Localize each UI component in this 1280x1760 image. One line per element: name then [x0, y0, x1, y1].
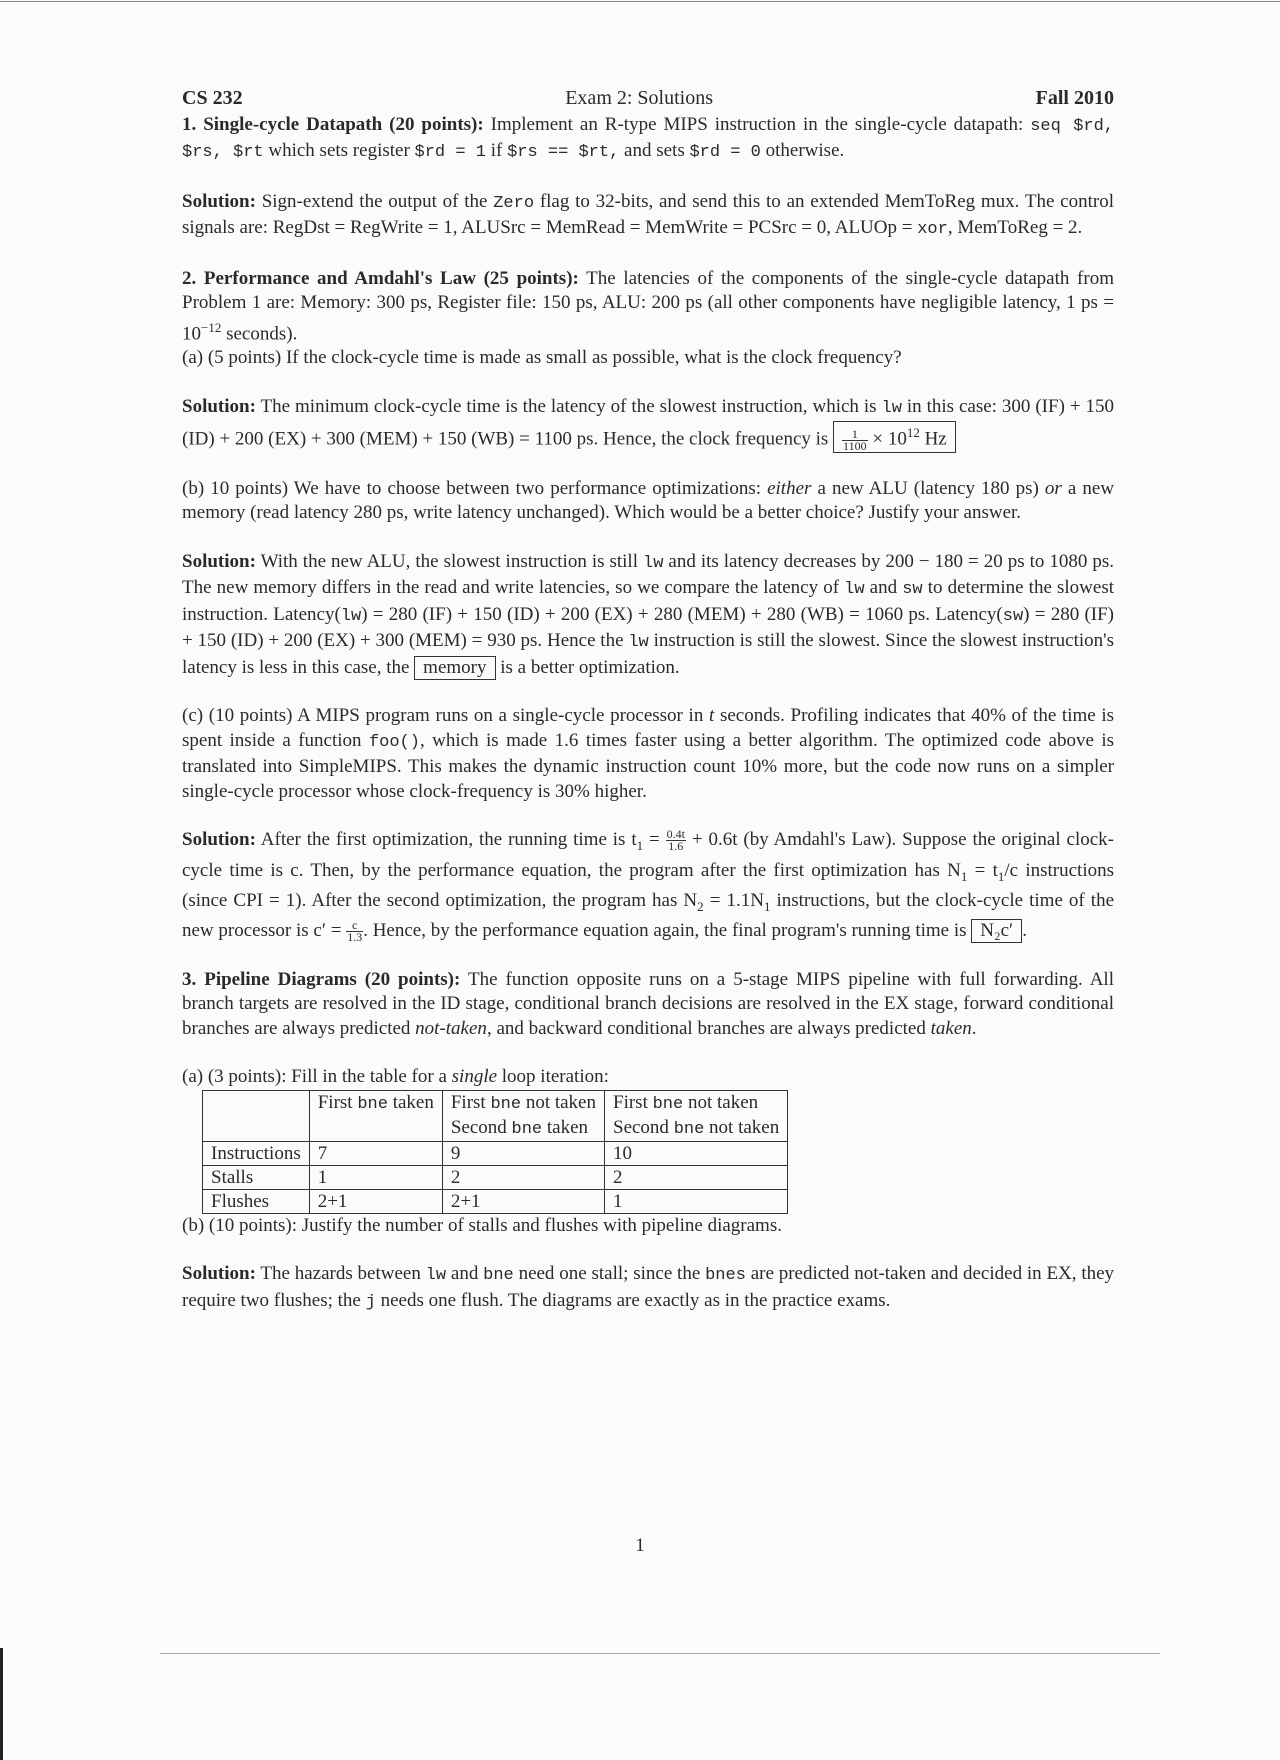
- problem-2b-question: (b) 10 points) We have to choose between two performance optimizations: either a new ALU (latency 180 ps) or a new memory (read latency 280 ps, write latency unchanged). Which would be a better choice? Justify your answer.: [182, 477, 1115, 524]
- answer-box-optimization: memory: [414, 656, 495, 680]
- col-header-3: First bne not taken Second bne not taken: [605, 1090, 788, 1141]
- exam-title: Exam 2: Solutions: [565, 87, 714, 109]
- exam-page: [182, 86, 1114, 1315]
- problem-1-solution: Solution: Sign-extend the output of the Zero flag to 32-bits, and send this to an extended MemToReg mux. The control signals are: RegDst = RegWrite = 1, ALUSrc = MemRead = MemWrite = PCSrc = 0, ALUOp = xor, MemToReg = 2.: [182, 190, 1115, 239]
- page-number: 1: [635, 1535, 645, 1556]
- problem-3b-question: (b) (10 points): Justify the number of stalls and flushes with pipeline diagrams.: [182, 1214, 782, 1236]
- scan-edge-bar: [0, 1648, 3, 1760]
- problem-3-solution: Solution: The hazards between lw and bne need one stall; since the bnes are predicted not-taken and decided in EX, they require two flushes; the j needs one flush. The diagrams are exactly as in the practice exams.: [182, 1263, 1115, 1312]
- col-header-2: First bne not taken Second bne taken: [442, 1090, 604, 1141]
- problem-2c-question: (c) (10 points) A MIPS program runs on a single-cycle processor in t seconds. Profiling indicates that 40% of the time is spent inside a function foo(), which is made 1.6 times faster using a better algorithm. The optimized code above is translated into SimpleMIPS. This makes the dynamic instruction count 10% more, but the code now runs on a simpler single-cycle processor whose clock-frequency is 30% higher.: [182, 705, 1115, 802]
- col-header-1: First bne taken: [309, 1090, 442, 1141]
- term: Fall 2010: [1035, 87, 1114, 109]
- problem-3a-question: (a) (3 points): Fill in the table for a single loop iteration:: [182, 1066, 609, 1088]
- problem-2c-solution: Solution: After the first optimization, the running time is $t_1$ = $\frac{0.4t}{1.6}$ + 0.6t (by Amdahl's Law). Suppose the original clock-cycle time is c. Then, by the performance equation, the program after the first optimization has $N_1 = t_1/c$ instructions (since CPI = 1). After the second optimization, the program has $N_2 = 1.1N_1$ instructions, but the clock-cycle time of the new processor is c′ = $\frac{c}{1.3}$ . Hence, by the performance equation again, the final program's running time is N₂c′ .: [182, 827, 1115, 945]
- table-row: Instructions 7 9 10: [203, 1141, 788, 1165]
- table-row: Flushes 2+1 2+1 1: [203, 1189, 788, 1213]
- course-code: CS 232: [182, 87, 243, 109]
- problem-2b-solution: Solution: With the new ALU, the slowest instruction is still lw and its latency decreases by 200 − 180 = 20 ps to 1080 ps. The new memory differs in the read and write latencies, so we compare the latency of lw and sw to determine the slowest instruction. Latency(lw) = 280 (IF) + 150 (ID) + 200 (EX) + 280 (MEM) + 280 (WB) = 1060 ps. Latency(sw) = 280 (IF) + 150 (ID) + 200 (EX) + 300 (MEM) = 930 ps. Hence the lw instruction is still the slowest. Since the slowest instruction's latency is less in this case, the memory is a better optimization.: [182, 550, 1115, 678]
- problem-2-intro: 2. Performance and Amdahl's Law (25 points): The latencies of the components of the single-cycle datapath from Problem 1 are: Memory: 300 ps, Register file: 150 ps, ALU: 200 ps (all other components have negligible latency, 1 ps = $10^{-12}$ seconds).: [182, 267, 1114, 344]
- problem-1-statement: 1. Single-cycle Datapath (20 points): Implement an R-type MIPS instruction in the single-cycle datapath: seq $rd, $rs, $rt which sets register $rd = 1 if $rs == $rt, and sets $rd = 0 otherwise.: [182, 113, 1114, 162]
- problem-2a-question: (a) (5 points) If the clock-cycle time is made as small as possible, what is the clock frequency?: [182, 347, 902, 369]
- problem-3-intro: 3. Pipeline Diagrams (20 points): The function opposite runs on a 5-stage MIPS pipeline with full forwarding. All branch targets are resolved in the ID stage, conditional branch decisions are resolved in the EX stage, forward conditional branches are always predicted not-taken, and backward conditional branches are always predicted taken.: [182, 968, 1114, 1039]
- page-header: [182, 86, 1114, 111]
- table-header-row: [203, 1090, 788, 1141]
- pipeline-table: [202, 1090, 788, 1214]
- answer-box-frequency: $\frac{1}{1100}$ × $10^{12}$ Hz: [833, 421, 956, 452]
- answer-box-running-time: N₂c′: [971, 919, 1022, 943]
- table-row: Stalls 1 2 2: [203, 1165, 788, 1189]
- problem-2a-solution: Solution: The minimum clock-cycle time is the latency of the slowest instruction, which is lw in this case: 300 (IF) + 150 (ID) + 200 (EX) + 300 (MEM) + 150 (WB) = 1100 ps. Hence, the clock frequency is $\frac{1}{1100}$ × $10^{12}$ Hz: [182, 395, 1114, 453]
